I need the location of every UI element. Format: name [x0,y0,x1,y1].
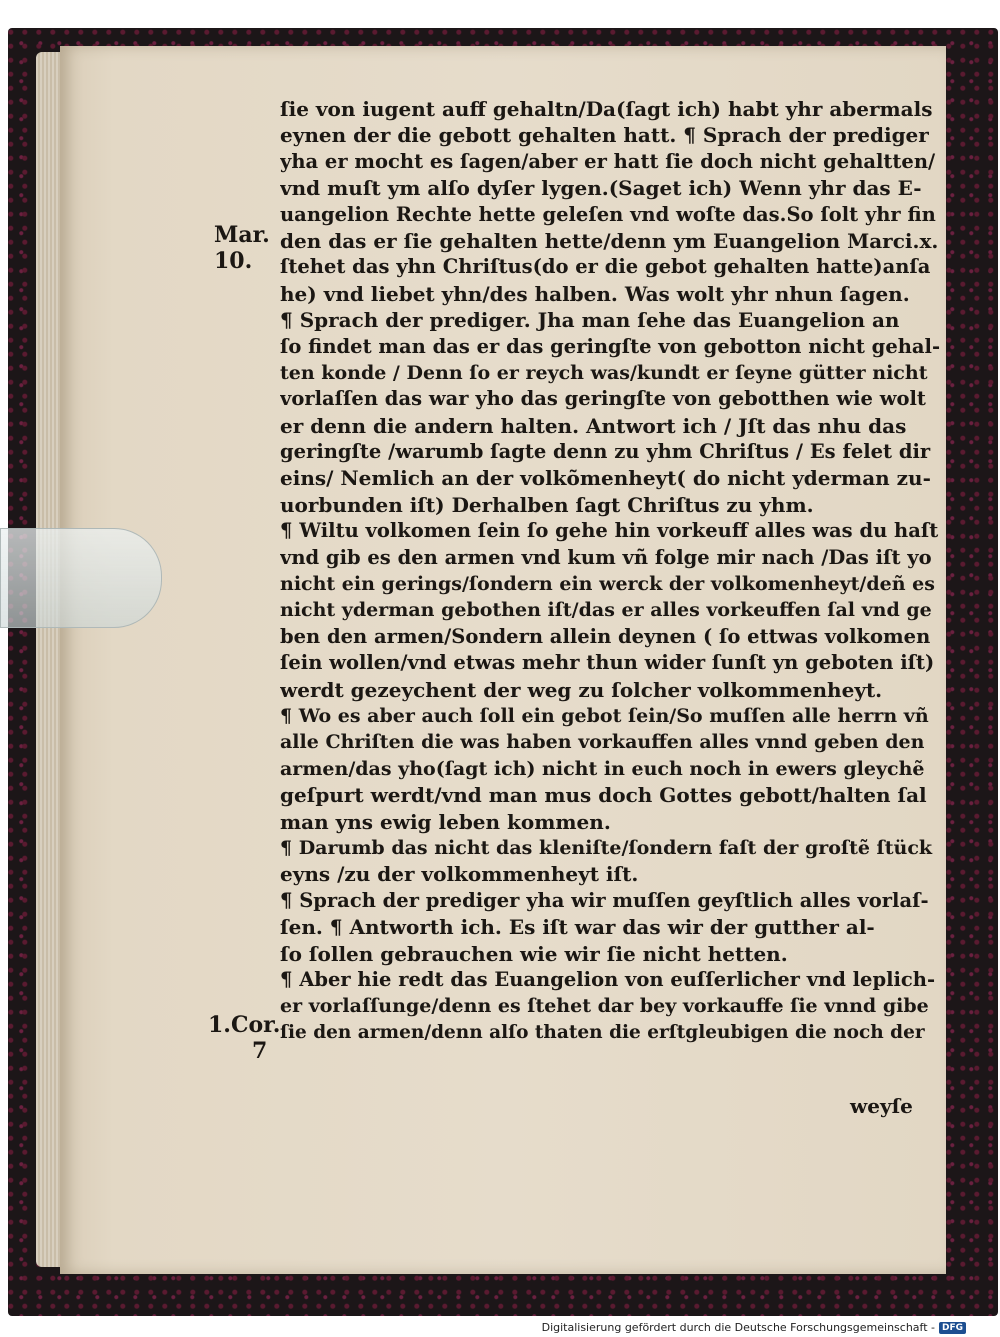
margin-note-cor-line2: 7 [252,1038,268,1064]
text-line: eins/ Nemlich an der volkõmenheyt( do nicht yderman zu- [280,466,931,491]
text-line: vnd gib es den armen vnd kum vñ folge mir nach /Das iſt yo [280,545,932,569]
text-line: vorlaſſen das war yho das geringſte von gebotthen wie wolt [280,387,926,411]
text-line: eyns /zu der volkommenheyt iſt. [280,862,639,887]
page-text [280,96,940,1046]
margin-note-mar [214,222,270,274]
text-line: ſo findet man das er das geringſte von gebotton nicht gehal- [280,334,940,358]
text-line: ¶ Sprach der prediger yha wir muſſen geyſtlich alles vorlaſ- [280,888,929,912]
text-line: den das er ſie gehalten hette/denn ym Euangelion Marci.x. [280,228,939,253]
text-line: ſen. ¶ Antworth ich. Es iſt war das wir der gutther al- [280,915,875,940]
dfg-logo: DFG [939,1322,966,1334]
margin-note-mar-line1: Mar. [214,222,270,248]
margin-note-cor [208,1012,280,1064]
text-line: ¶ Aber hie redt das Euangelion von euſſerlicher vnd leplich- [280,967,936,991]
text-line: ſein wollen/vnd etwas mehr thun wider ſunſt yn geboten iſt) [280,651,935,675]
text-line: nicht ein gerings/ſondern ein werck der volkomenheyt/deñ es [280,573,935,596]
margin-note-cor-line1: 1.Cor. [208,1012,281,1038]
footer-text: Digitalisierung gefördert durch die Deutsche Forschungsgemeinschaft - [541,1321,935,1334]
text-line: he) vnd liebet yhn/des halben. Was wolt yhr nhun ſagen. [280,281,910,306]
text-line: uorbunden iſt) Derhalben ſagt Chriſtus zu yhm. [280,492,814,517]
text-line: er denn die andern halten. Antwort ich / Jſt das nhu das [280,413,907,438]
text-line: ſie von iugent auff gehaltn/Da(ſagt ich) habt yhr abermals [280,97,933,121]
text-line: alle Chriſten die was haben vorkauffen alles vnnd geben den [280,731,925,754]
text-line: ¶ Wo es aber auch ſoll ein gebot ſein/So muſſen alle herrn vñ [280,704,929,727]
text-line: geringſte /warumb ſagte denn zu yhm Chriſtus / Es felet dir [280,440,931,464]
text-line: ben den armen/Sondern allein deynen ( ſo ettwas volkomen [280,624,931,648]
text-line: werdt gezeychent der weg zu ſolcher volkommenheyt. [280,677,883,702]
margin-note-mar-line2: 10. [214,248,253,274]
text-line: uangelion Rechte hette geleſen vnd woſte das.So ſolt yhr fin [280,202,936,226]
text-line: ¶ Wiltu volkomen ſein ſo gehe hin vorkeuff alles was du haſt [280,519,939,543]
footer-credit [542,1321,966,1334]
text-line: geſpurt werdt/vnd man mus doch Gottes gebott/halten ſal [280,783,927,808]
text-line: eynen der die gebott gehalten hatt. ¶ Sprach der prediger [280,123,929,148]
text-line: ¶ Darumb das nicht das kleniſte/ſondern faſt der groſtẽ ſtück [280,836,933,859]
catchword: weyſe [850,1094,913,1118]
text-line: armen/das yho(ſagt ich) nicht in euch noch in ewers gleychẽ [280,757,925,780]
text-line: man yns ewig leben kommen. [280,809,611,834]
page-clip [0,528,162,628]
text-line: ſie den armen/denn alſo thaten die erſtgleubigen die noch der [280,1021,925,1043]
text-line: yha er mocht es ſagen/aber er hatt ſie doch nicht gehaltten/ [280,149,936,173]
text-line: vnd muſt ym alſo dyſer lygen.(Saget ich) Wenn yhr das E- [280,176,922,201]
text-line: ſo ſollen gebrauchen wie wir ſie nicht hetten. [280,941,788,966]
text-line: ¶ Sprach der prediger. Jha man ſehe das Euangelion an [280,308,900,333]
text-line: er vorlaſſunge/denn es ſtehet dar bey vorkauffe ſie vnnd gibe [280,995,929,1018]
text-line: ten konde / Denn ſo er reych was/kundt er ſeyne gütter nicht [280,361,928,384]
text-line: ſtehet das yhn Chriſtus(do er die gebot gehalten hatte)anſa [280,255,931,279]
text-line: nicht yderman gebothen iſt/das er alles vorkeuffen ſal vnd ge [280,599,932,622]
